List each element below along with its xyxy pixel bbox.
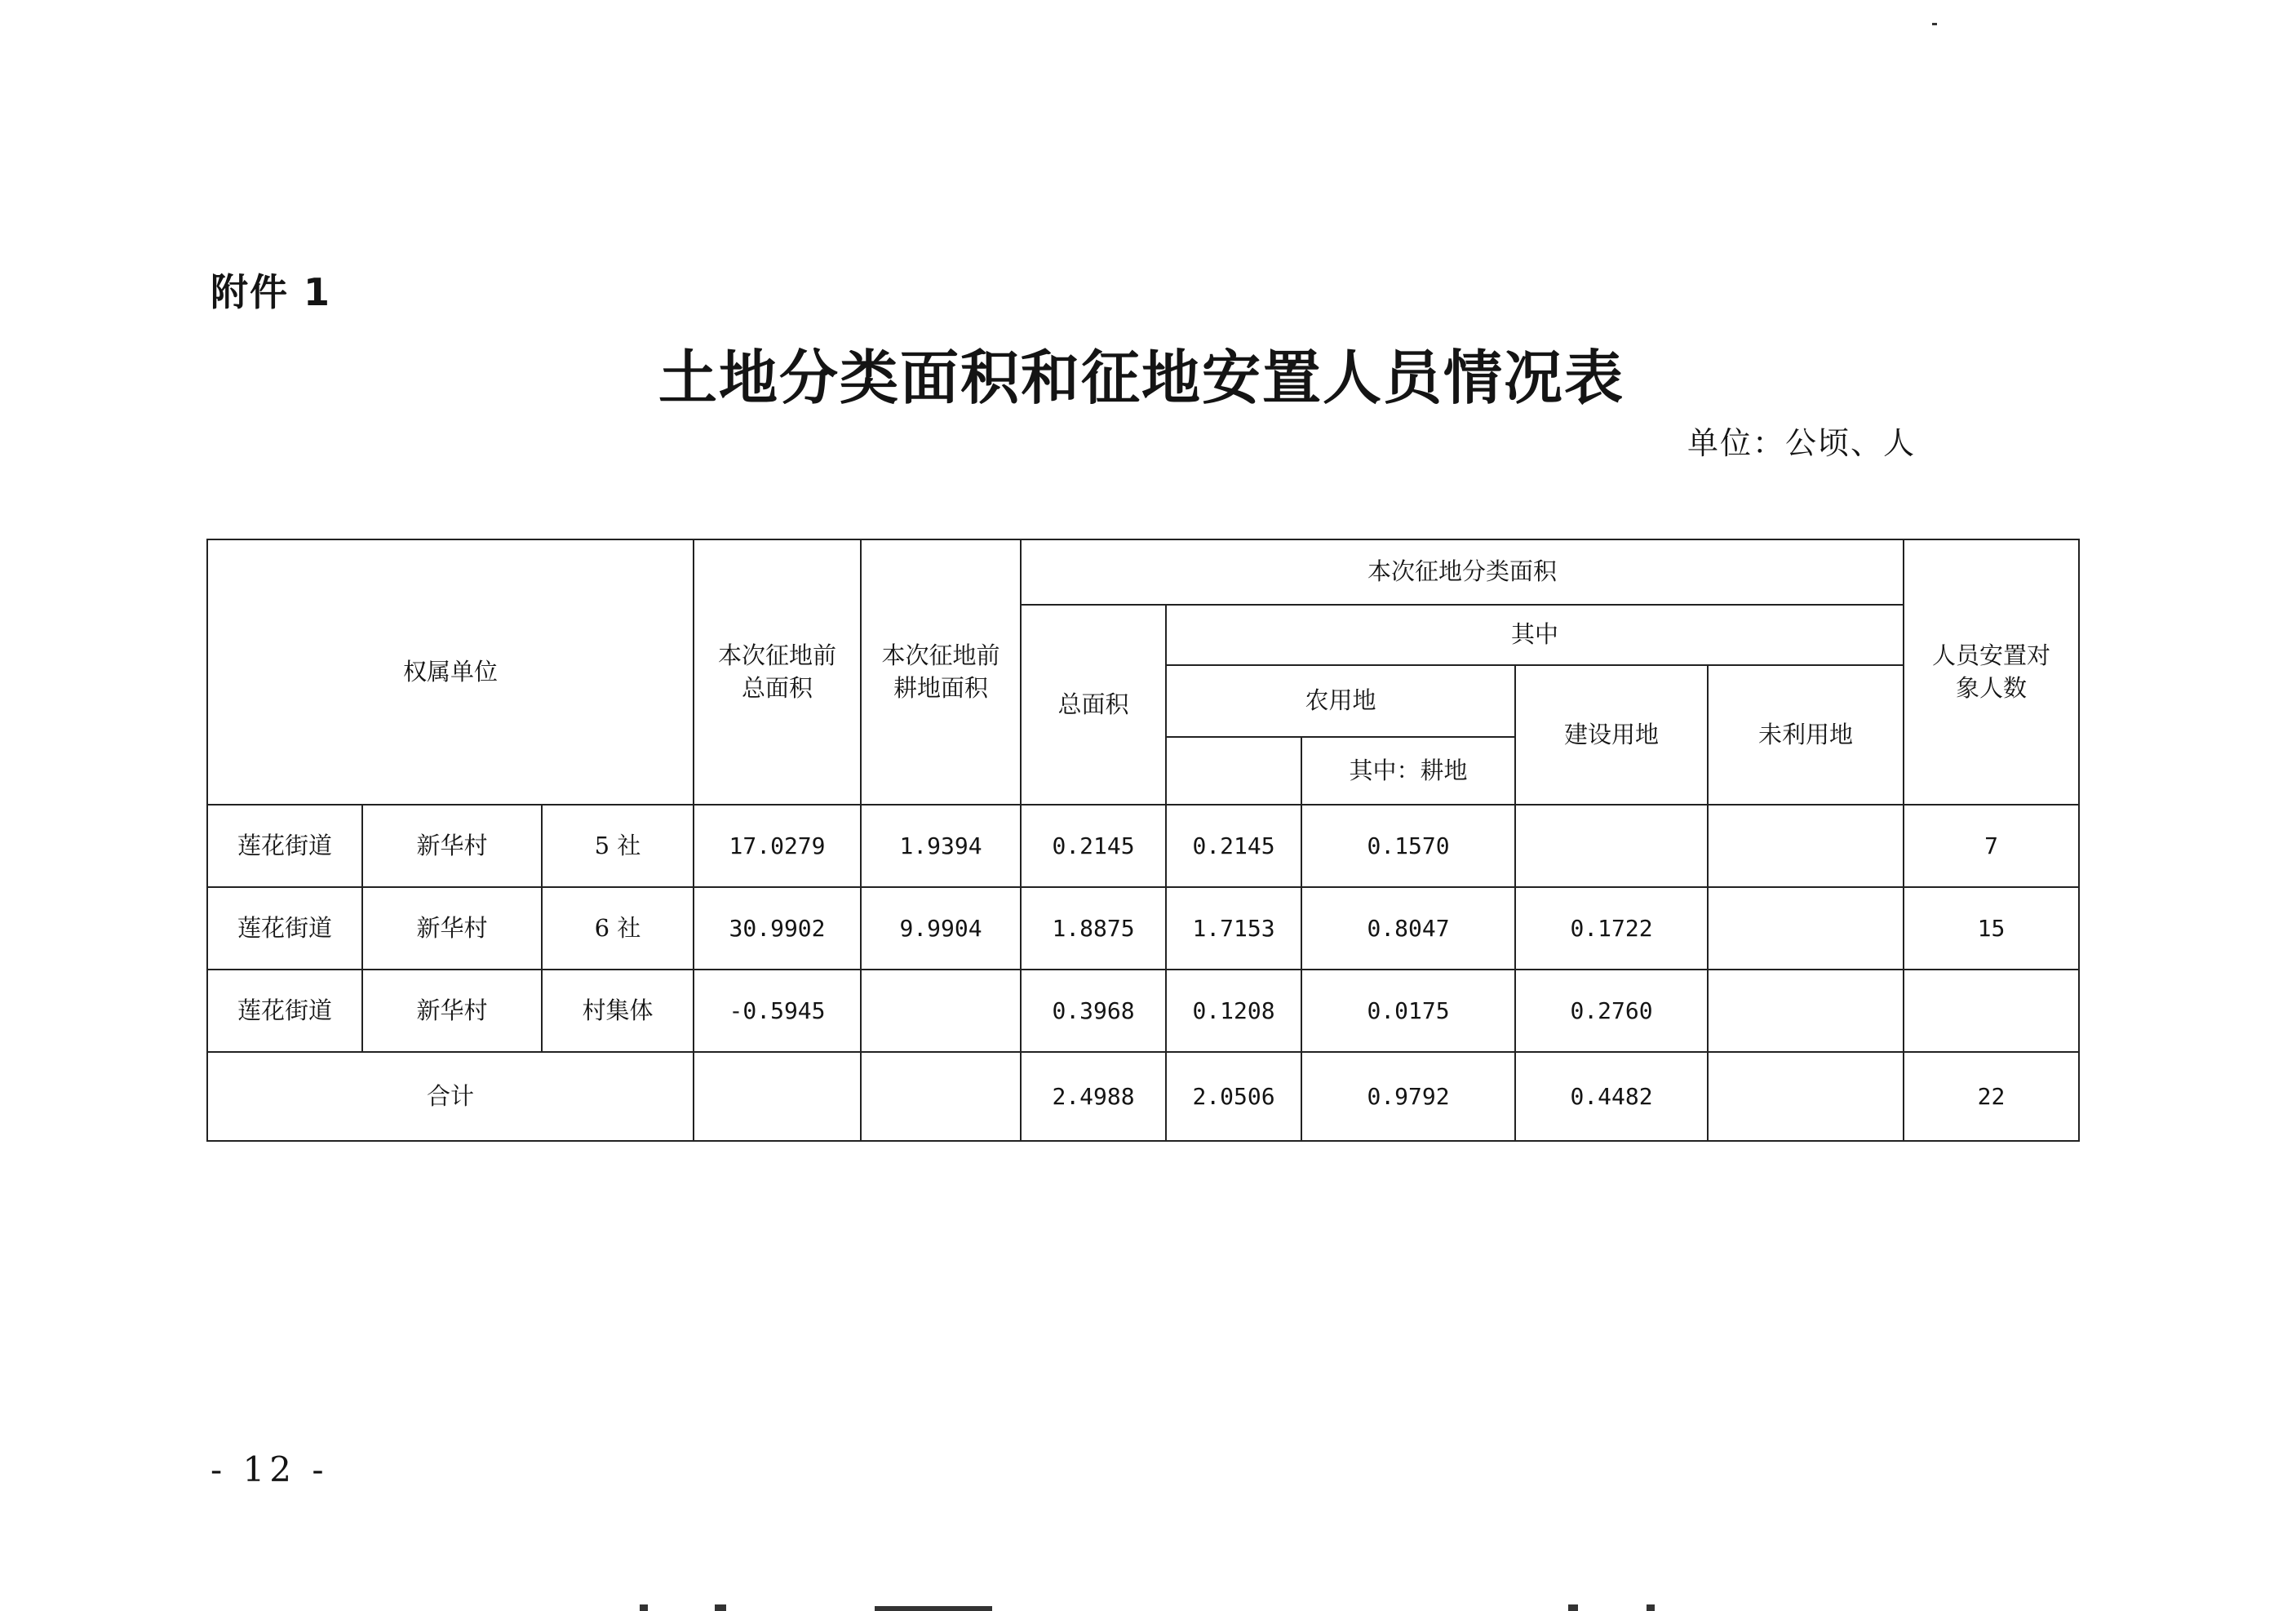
totals-construction-cell: 0.4482 (1515, 1052, 1708, 1141)
village-cell: 新华村 (362, 805, 542, 887)
total-area-cell: 1.8875 (1021, 887, 1166, 970)
unit-note: 单位：公顷、人 (1687, 425, 1917, 461)
pre-total-header-line1: 本次征地前 (718, 641, 837, 670)
header-row-1 (207, 539, 2079, 605)
scan-mark-bottom-5 (1647, 1604, 1655, 1611)
village-cell: 新华村 (362, 970, 542, 1052)
resettlement-header (1904, 539, 2079, 805)
construction-cell (1515, 805, 1708, 887)
pre-farmland-cell (861, 970, 1021, 1052)
pre-farmland-header (861, 539, 1021, 805)
pre-total-cell: -0.5945 (694, 970, 861, 1052)
attachment-label: 附件 1 (211, 270, 332, 314)
totals-pre-farmland-cell (861, 1052, 1021, 1141)
pre-total-header (694, 539, 861, 805)
totals-arable-cell: 0.9792 (1301, 1052, 1515, 1141)
village-cell: 新华村 (362, 887, 542, 970)
pre-farmland-header-line2: 耕地面积 (893, 673, 989, 702)
scan-mark-bottom-3 (875, 1606, 992, 1611)
scan-mark-bottom-2 (715, 1604, 726, 1611)
table-row (207, 805, 2079, 887)
arable-header: 其中：耕地 (1301, 737, 1515, 805)
page-number: - 12 - (211, 1449, 329, 1489)
total-area-header: 总面积 (1021, 605, 1166, 805)
unused-cell (1708, 887, 1904, 970)
scan-mark-top-right (1932, 23, 1937, 25)
scan-mark-bottom-4 (1568, 1604, 1578, 1611)
pre-total-header-line2: 总面积 (742, 673, 813, 702)
agricultural-subheader-blank (1166, 737, 1301, 805)
agricultural-cell: 0.1208 (1166, 970, 1301, 1052)
pre-farmland-header-line1: 本次征地前 (881, 641, 1000, 670)
resettlement-header-line2: 象人数 (1956, 673, 2028, 702)
construction-header: 建设用地 (1515, 665, 1708, 805)
street-cell: 莲花街道 (207, 970, 362, 1052)
unused-cell (1708, 805, 1904, 887)
pre-total-cell: 17.0279 (694, 805, 861, 887)
total-area-cell: 0.3968 (1021, 970, 1166, 1052)
agricultural-header: 农用地 (1166, 665, 1515, 737)
people-cell: 7 (1904, 805, 2079, 887)
unused-header: 未利用地 (1708, 665, 1904, 805)
classified-area-header: 本次征地分类面积 (1021, 539, 1904, 605)
group-cell: 5 社 (542, 805, 694, 887)
construction-cell: 0.1722 (1515, 887, 1708, 970)
scan-mark-bottom-1 (640, 1604, 648, 1611)
totals-total-area-cell: 2.4988 (1021, 1052, 1166, 1141)
totals-label: 合计 (207, 1052, 694, 1141)
document-title-text: 土地分类面积和征地安置人员情况表 (658, 343, 1624, 412)
totals-agricultural-cell: 2.0506 (1166, 1052, 1301, 1141)
agricultural-cell: 1.7153 (1166, 887, 1301, 970)
table-row (207, 887, 2079, 970)
people-cell: 15 (1904, 887, 2079, 970)
totals-unused-cell (1708, 1052, 1904, 1141)
of-which-header: 其中 (1166, 605, 1904, 665)
arable-cell: 0.8047 (1301, 887, 1515, 970)
pre-total-cell: 30.9902 (694, 887, 861, 970)
unused-cell (1708, 970, 1904, 1052)
pre-farmland-cell: 1.9394 (861, 805, 1021, 887)
resettlement-header-line1: 人员安置对 (1932, 641, 2051, 670)
totals-people-cell: 22 (1904, 1052, 2079, 1141)
pre-farmland-cell: 9.9904 (861, 887, 1021, 970)
document-title (0, 331, 2296, 415)
group-cell: 村集体 (542, 970, 694, 1052)
total-area-cell: 0.2145 (1021, 805, 1166, 887)
agricultural-cell: 0.2145 (1166, 805, 1301, 887)
arable-cell: 0.1570 (1301, 805, 1515, 887)
construction-cell: 0.2760 (1515, 970, 1708, 1052)
street-cell: 莲花街道 (207, 887, 362, 970)
table-row (207, 970, 2079, 1052)
people-cell (1904, 970, 2079, 1052)
arable-cell: 0.0175 (1301, 970, 1515, 1052)
totals-row (207, 1052, 2079, 1141)
street-cell: 莲花街道 (207, 805, 362, 887)
owner-header: 权属单位 (207, 539, 694, 805)
totals-pre-total-cell (694, 1052, 861, 1141)
group-cell: 6 社 (542, 887, 694, 970)
land-classification-table (206, 539, 2080, 1142)
